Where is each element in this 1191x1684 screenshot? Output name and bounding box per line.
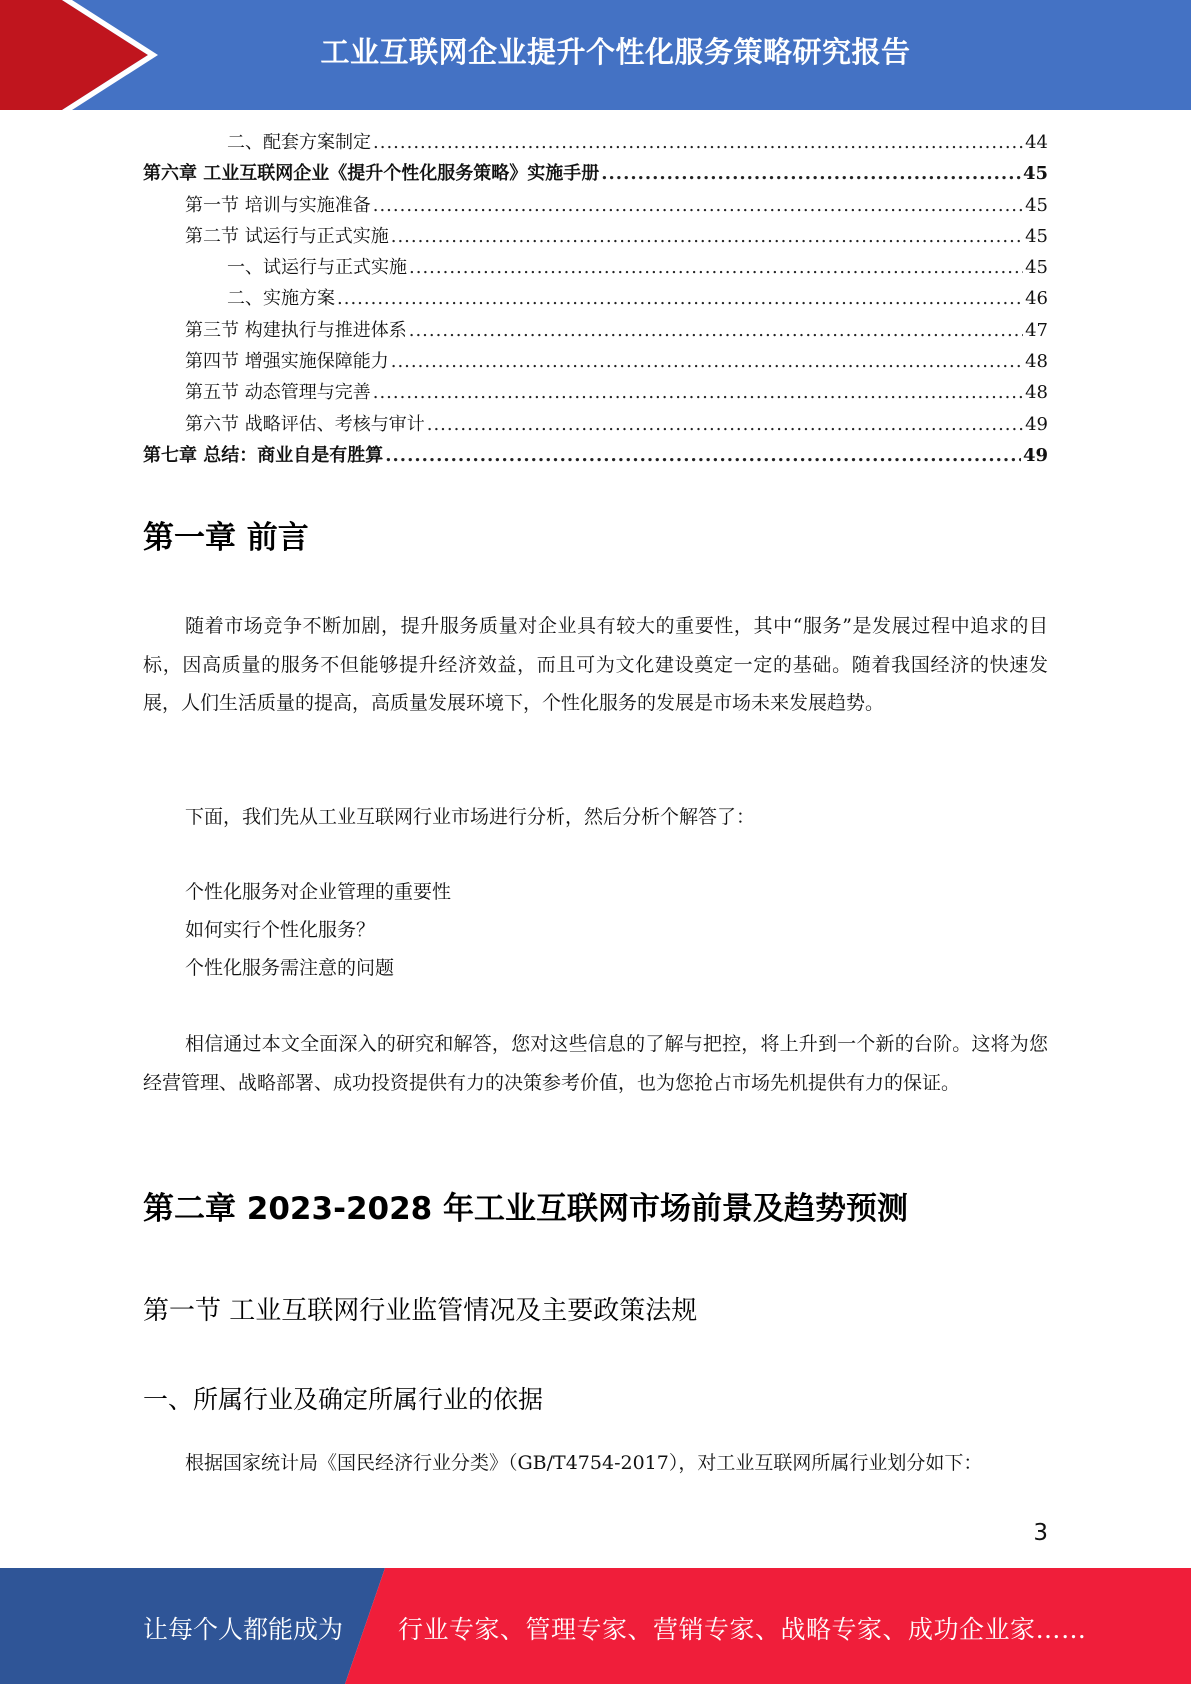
toc-entry[interactable] bbox=[143, 410, 1048, 441]
toc-leader-dots bbox=[373, 195, 1023, 216]
footer-slogan-right: 行业专家、管理专家、营销专家、战略专家、成功企业家…… bbox=[398, 1615, 1087, 1644]
toc-entry[interactable] bbox=[143, 316, 1048, 347]
toc-entry[interactable] bbox=[143, 128, 1048, 159]
toc-entry[interactable] bbox=[143, 378, 1048, 409]
chapter-1-paragraph-2: 下面，我们先从工业互联网行业市场进行分析，然后分析个解答了： bbox=[185, 806, 756, 828]
toc-entry-label: 第七章 总结：商业自是有胜算 bbox=[143, 444, 384, 466]
toc-leader-dots bbox=[409, 320, 1023, 341]
chapter-1-paragraph-3: 相信通过本文全面深入的研究和解答，您对这些信息的了解与把控，将上升到一个新的台阶。这将为您经营管理、战略部署、成功投资提供有力的决策参考价值，也为您抢占市场先机提供有力的保证。 bbox=[143, 1033, 1048, 1094]
chapter-2-paragraph-1: 根据国家统计局《国民经济行业分类》（GB/T4754-2017），对工业互联网所属行业划分如下： bbox=[185, 1452, 983, 1474]
toc-entry-label: 第二节 试运行与正式实施 bbox=[185, 225, 389, 247]
toc-entry[interactable] bbox=[143, 159, 1048, 190]
toc-leader-dots bbox=[385, 445, 1021, 466]
toc-entry-page: 45 bbox=[1025, 194, 1048, 216]
toc-entry-label: 第三节 构建执行与推进体系 bbox=[185, 319, 407, 341]
subsection-heading: 一、所属行业及确定所属行业的依据 bbox=[143, 1385, 544, 1414]
list-item: 如何实行个性化服务？ bbox=[185, 919, 376, 941]
toc-entry-page: 47 bbox=[1025, 319, 1048, 341]
toc-entry-label: 第六节 战略评估、考核与审计 bbox=[185, 413, 425, 435]
toc-leader-dots bbox=[337, 288, 1023, 309]
page-footer bbox=[0, 1568, 1191, 1684]
toc-entry[interactable] bbox=[143, 347, 1048, 378]
toc-leader-dots bbox=[427, 414, 1023, 435]
list-item: 个性化服务需注意的问题 bbox=[185, 957, 395, 979]
toc-leader-dots bbox=[391, 351, 1023, 372]
toc-entry[interactable] bbox=[143, 253, 1048, 284]
toc-entry-page: 48 bbox=[1025, 351, 1048, 373]
toc-entry-page: 45 bbox=[1025, 225, 1048, 247]
toc-entry-page: 44 bbox=[1025, 132, 1048, 153]
toc-entry[interactable] bbox=[143, 191, 1048, 222]
toc-entry-page: 49 bbox=[1025, 413, 1048, 435]
toc-entry[interactable] bbox=[143, 222, 1048, 253]
chapter-1-paragraph-1: 随着市场竞争不断加剧，提升服务质量对企业具有较大的重要性，其中“服务”是发展过程中追求的目标，因高质量的服务不但能够提升经济效益，而且可为文化建设奠定一定的基础。随着我国经济的快速发展，人们生活质量的提高，高质量发展环境下，个性化服务的发展是市场未来发展趋势。 bbox=[143, 615, 1048, 714]
toc-entry[interactable] bbox=[143, 441, 1048, 472]
toc-entry-page: 46 bbox=[1025, 288, 1048, 310]
toc-entry-label: 一、试运行与正式实施 bbox=[227, 257, 407, 279]
toc-entry-label: 二、配套方案制定 bbox=[227, 132, 371, 153]
report-title: 工业互联网企业提升个性化服务策略研究报告 bbox=[320, 35, 911, 69]
question-list bbox=[185, 873, 451, 987]
toc-entry-label: 第五节 动态管理与完善 bbox=[185, 382, 371, 404]
toc-entry-label: 第一节 培训与实施准备 bbox=[185, 194, 371, 216]
toc-entry-label: 第六章 工业互联网企业《提升个性化服务策略》实施手册 bbox=[143, 163, 600, 185]
toc-leader-dots bbox=[373, 132, 1023, 153]
toc-entry-page: 48 bbox=[1025, 382, 1048, 404]
toc-entry-page: 49 bbox=[1022, 444, 1048, 466]
toc-entry[interactable] bbox=[143, 284, 1048, 315]
table-of-contents bbox=[143, 128, 1048, 472]
toc-leader-dots bbox=[409, 257, 1023, 278]
page-header bbox=[0, 0, 1191, 110]
footer-slogan-left: 让每个人都能成为 bbox=[143, 1615, 344, 1644]
toc-entry-page: 45 bbox=[1025, 257, 1048, 279]
chapter-2-heading: 第二章 2023-2028 年工业互联网市场前景及趋势预测 bbox=[143, 1191, 909, 1227]
chapter-1-heading: 第一章 前言 bbox=[143, 520, 309, 556]
section-1-heading: 第一节 工业互联网行业监管情况及主要政策法规 bbox=[143, 1296, 698, 1326]
toc-leader-dots bbox=[601, 163, 1021, 184]
toc-leader-dots bbox=[391, 226, 1023, 247]
toc-entry-label: 第四节 增强实施保障能力 bbox=[185, 351, 389, 373]
toc-entry-page: 45 bbox=[1022, 163, 1048, 185]
list-item: 个性化服务对企业管理的重要性 bbox=[185, 881, 452, 903]
toc-leader-dots bbox=[373, 382, 1023, 403]
toc-entry-label: 二、实施方案 bbox=[227, 288, 335, 310]
page-number: 3 bbox=[1033, 1520, 1048, 1546]
